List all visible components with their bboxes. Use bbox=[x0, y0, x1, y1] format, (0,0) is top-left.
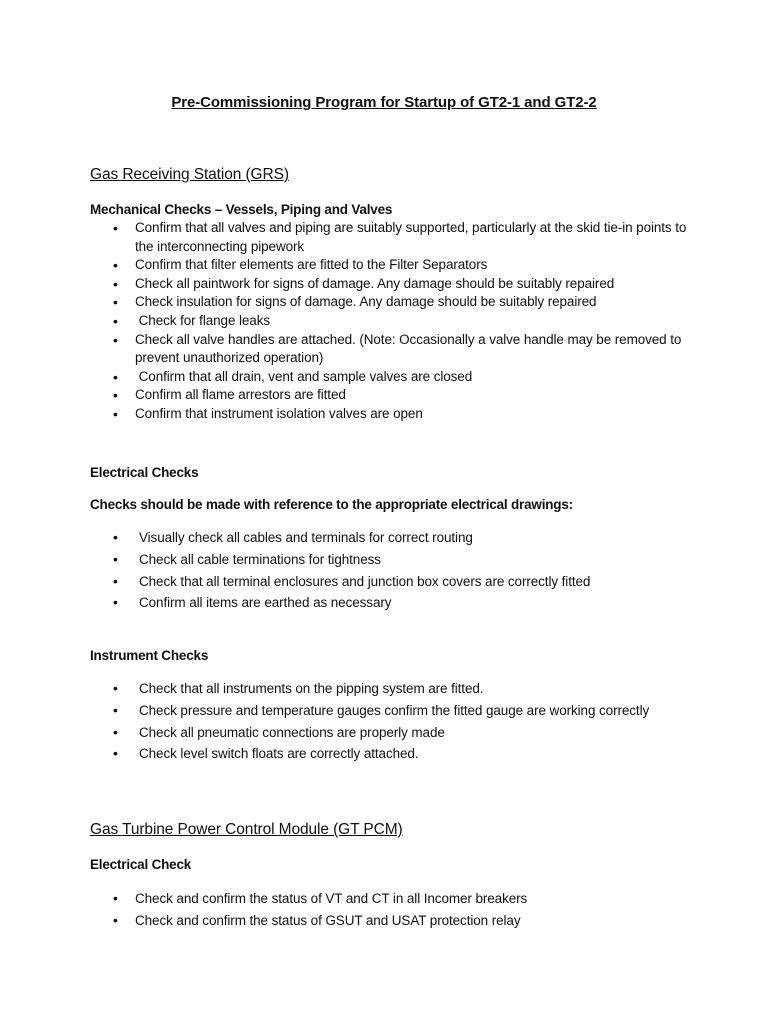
list-item: • Check insulation for signs of damage. Any damage should be suitably repaired bbox=[135, 293, 695, 312]
list-item: • Confirm that instrument isolation valves are open bbox=[135, 405, 695, 424]
subheading-electrical-checks: Electrical Checks bbox=[90, 465, 199, 480]
list-item: • Check that all terminal enclosures and junction box covers are correctly fitted bbox=[139, 571, 699, 593]
list-item: • Confirm that filter elements are fitted to the Filter Separators bbox=[135, 256, 695, 275]
gt-pcm-electrical-list bbox=[135, 888, 695, 931]
list-item: • Confirm that all valves and piping are suitably supported, particularly at the skid tie-in points to the interconnecting pipework bbox=[135, 219, 695, 256]
electrical-checks-note: Checks should be made with reference to the appropriate electrical drawings: bbox=[90, 497, 573, 512]
subheading-mechanical-checks: Mechanical Checks – Vessels, Piping and Valves bbox=[90, 202, 393, 217]
electrical-checks-list bbox=[139, 527, 699, 614]
list-item: • Check and confirm the status of GSUT and USAT protection relay bbox=[135, 910, 695, 932]
list-item: • Check all pneumatic connections are properly made bbox=[139, 722, 699, 744]
list-item: • Check all valve handles are attached. (Note: Occasionally a valve handle may be removed to prevent unauthorized operation) bbox=[135, 331, 695, 368]
list-item: • Check and confirm the status of VT and CT in all Incomer breakers bbox=[135, 888, 695, 910]
document-title: Pre-Commissioning Program for Startup of GT2-1 and GT2-2 bbox=[171, 94, 597, 111]
list-item: • Confirm that all drain, vent and sample valves are closed bbox=[135, 368, 695, 387]
subheading-electrical-check: Electrical Check bbox=[90, 857, 192, 872]
section-heading-gt-pcm: Gas Turbine Power Control Module (GT PCM) bbox=[90, 821, 403, 838]
list-item: • Check that all instruments on the pipping system are fitted. bbox=[139, 678, 699, 700]
list-item: • Confirm all flame arrestors are fitted bbox=[135, 386, 695, 405]
list-item: • Visually check all cables and terminals for correct routing bbox=[139, 527, 699, 549]
list-item: • Check all paintwork for signs of damage. Any damage should be suitably repaired bbox=[135, 275, 695, 294]
mechanical-checks-list bbox=[135, 219, 695, 424]
list-item: • Check all cable terminations for tightness bbox=[139, 549, 699, 571]
section-heading-grs: Gas Receiving Station (GRS) bbox=[90, 166, 289, 183]
list-item: • Check level switch floats are correctly attached. bbox=[139, 743, 699, 765]
subheading-instrument-checks: Instrument Checks bbox=[90, 648, 209, 663]
list-item: • Check pressure and temperature gauges confirm the fitted gauge are working correctly bbox=[139, 700, 699, 722]
list-item: • Confirm all items are earthed as necessary bbox=[139, 592, 699, 614]
instrument-checks-list bbox=[139, 678, 699, 765]
list-item: • Check for flange leaks bbox=[135, 312, 695, 331]
